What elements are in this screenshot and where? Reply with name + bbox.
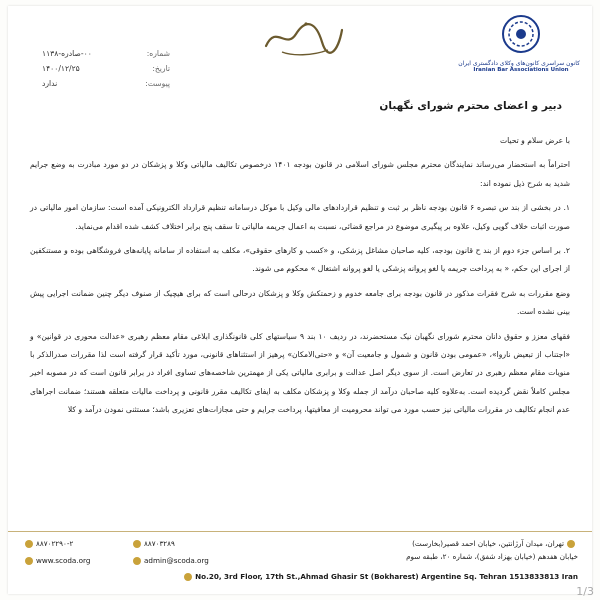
org-logo bbox=[458, 14, 580, 90]
page-number: 1/3 bbox=[576, 585, 594, 598]
paragraph: احتراماً به استحضار می‌رساند نمایندگان محترم مجلس شورای اسلامی در قانون بودجه ۱۴۰۱ درخصوص تکالیف مالیاتی وکلا و پزشکان در دو مورد مبادرت به وضع جرایم شدید به شرح ذیل نموده اند: bbox=[30, 160, 570, 188]
paragraph: فقهای معزز و حقوق دانان محترم شورای نگهبان نیک مستحضرند، در ردیف ۱۰ بند ۹ سیاستهای کلی قانونگذاری ابلاغی مقام معظم رهبری «عدالت محوری در قوانین» و «اجتناب از تبعیض ناروا»، «عمومی بودن قانون و شمول و جامعیت آن» و «حتی‌الامکان» پرهیز از استثناهای قانونی، مورد تأکید قرار گرفته است لذا مقررات صدرالذکر با منویات مقام معظم رهبری در تعارض است. از سوی دیگر اصل عدالت و برابری مالیاتی یکی از مهمترین شاخصه‌های تساوی افراد در برابر قانون است که در مصوبه اخیر مجلس کاملاً نقض گردیده است. به‌علاوه کلیه صاحبان درآمد از جمله وکلا و پزشکان مکلف به ایفای تکالیف مقرر قانونی و پرداخت مالیات متعلقه هستند؛ ضمانت اجراهای عدم انجام تکالیف در مقررات مالیاتی نیز حسب مورد می تواند محرومیت از معافیتها، پرداخت جرایم و حتی مجازات‌های تعزیری باشد؛ مستثنی نمودن درآمد و کلا bbox=[30, 331, 571, 415]
letterhead bbox=[8, 6, 592, 90]
meta-number: شماره: ۰۰-صادره-۱۱۳۸ bbox=[42, 49, 170, 58]
org-name-fa: کانون سراسری کانون‌های وکلای دادگستری ایران bbox=[458, 60, 580, 67]
phone-2: ۸۸۷۰۲۲۹۰-۲ bbox=[22, 539, 73, 548]
address-fa: تهران، میدان آرژانتین، خیابان احمد قصیر(بخارست) bbox=[412, 539, 578, 548]
meta-date: تاریخ: ۱۴۰۰/۱۲/۲۵ bbox=[42, 64, 170, 73]
letter-meta bbox=[42, 46, 170, 91]
letter-body bbox=[30, 132, 570, 426]
website: www.scoda.org bbox=[22, 556, 90, 565]
email: admin@scoda.org bbox=[130, 556, 209, 565]
meta-attachment: پیوست: ندارد bbox=[42, 79, 170, 88]
paragraph: ۲. بر اساس جزء دوم از بند ح قانون بودجه، کلیه صاحبان مشاغل پزشکی، و «کسب و کارهای حقوقی»، مکلف به استفاده از سامانه پایانه‌های فروشگاهی بوده و مستنکفین از اجرای این حکم، « به پرداخت جریمه یا لغو پروانه پزشکی یا لغو پروانه اشتغال » محکوم می شوند. bbox=[30, 246, 570, 274]
location-icon bbox=[567, 540, 575, 548]
phone-icon bbox=[25, 540, 33, 548]
address-fa-2: خیابان هفدهم (خیابان بهزاد شفق)، شماره ۲۰، طبقه سوم bbox=[406, 552, 578, 561]
addressee: دبیر و اعضای محترم شورای نگهبان bbox=[379, 100, 562, 112]
address-en: No.20, 3rd Floor, 17th St.,Ahmad Ghasir St (Bokharest) Argentine Sq. Tehran 1513833813 Iran bbox=[181, 572, 578, 581]
globe-icon bbox=[25, 557, 33, 565]
paragraph: وضع مقررات به شرح فقرات مذکور در قانون بودجه برای جامعه خدوم و زحمتکش وکلا و پزشکان درحالی است که برای هیچیک از صنوف دیگر چنین ضمانت اجرایی پیش بینی نشده است. bbox=[30, 288, 570, 317]
phone-icon bbox=[133, 540, 141, 548]
greeting: با عرض سلام و تحیات bbox=[499, 136, 570, 145]
calligraphy-motto bbox=[262, 16, 346, 60]
emblem-icon bbox=[501, 14, 541, 54]
location-icon bbox=[184, 573, 192, 581]
mail-icon bbox=[133, 557, 141, 565]
org-name-en: Iranian Bar Associations Union bbox=[473, 67, 569, 73]
letter-page bbox=[8, 6, 592, 594]
paragraph: ۱. در بخشی از بند س تبصره ۶ قانون بودجه ناظر بر ثبت و تنظیم قراردادهای مالی وکیل با موکل درسامانه تنظیم قرارداد الکترونیکی آمده است: سازمان امور مالیاتی در صورت اثبات خلاف گویی وکیل، علاوه بر پیگیری موضوع در مراجع قضائی، نسبت به اعمال جریمه مالیاتی تا سقف پنج برابر اختلاف کشف شده اقدام می‌نماید. bbox=[30, 203, 570, 231]
letter-footer bbox=[8, 531, 592, 594]
phone: ۸۸۷۰۳۲۸۹ bbox=[130, 539, 175, 548]
